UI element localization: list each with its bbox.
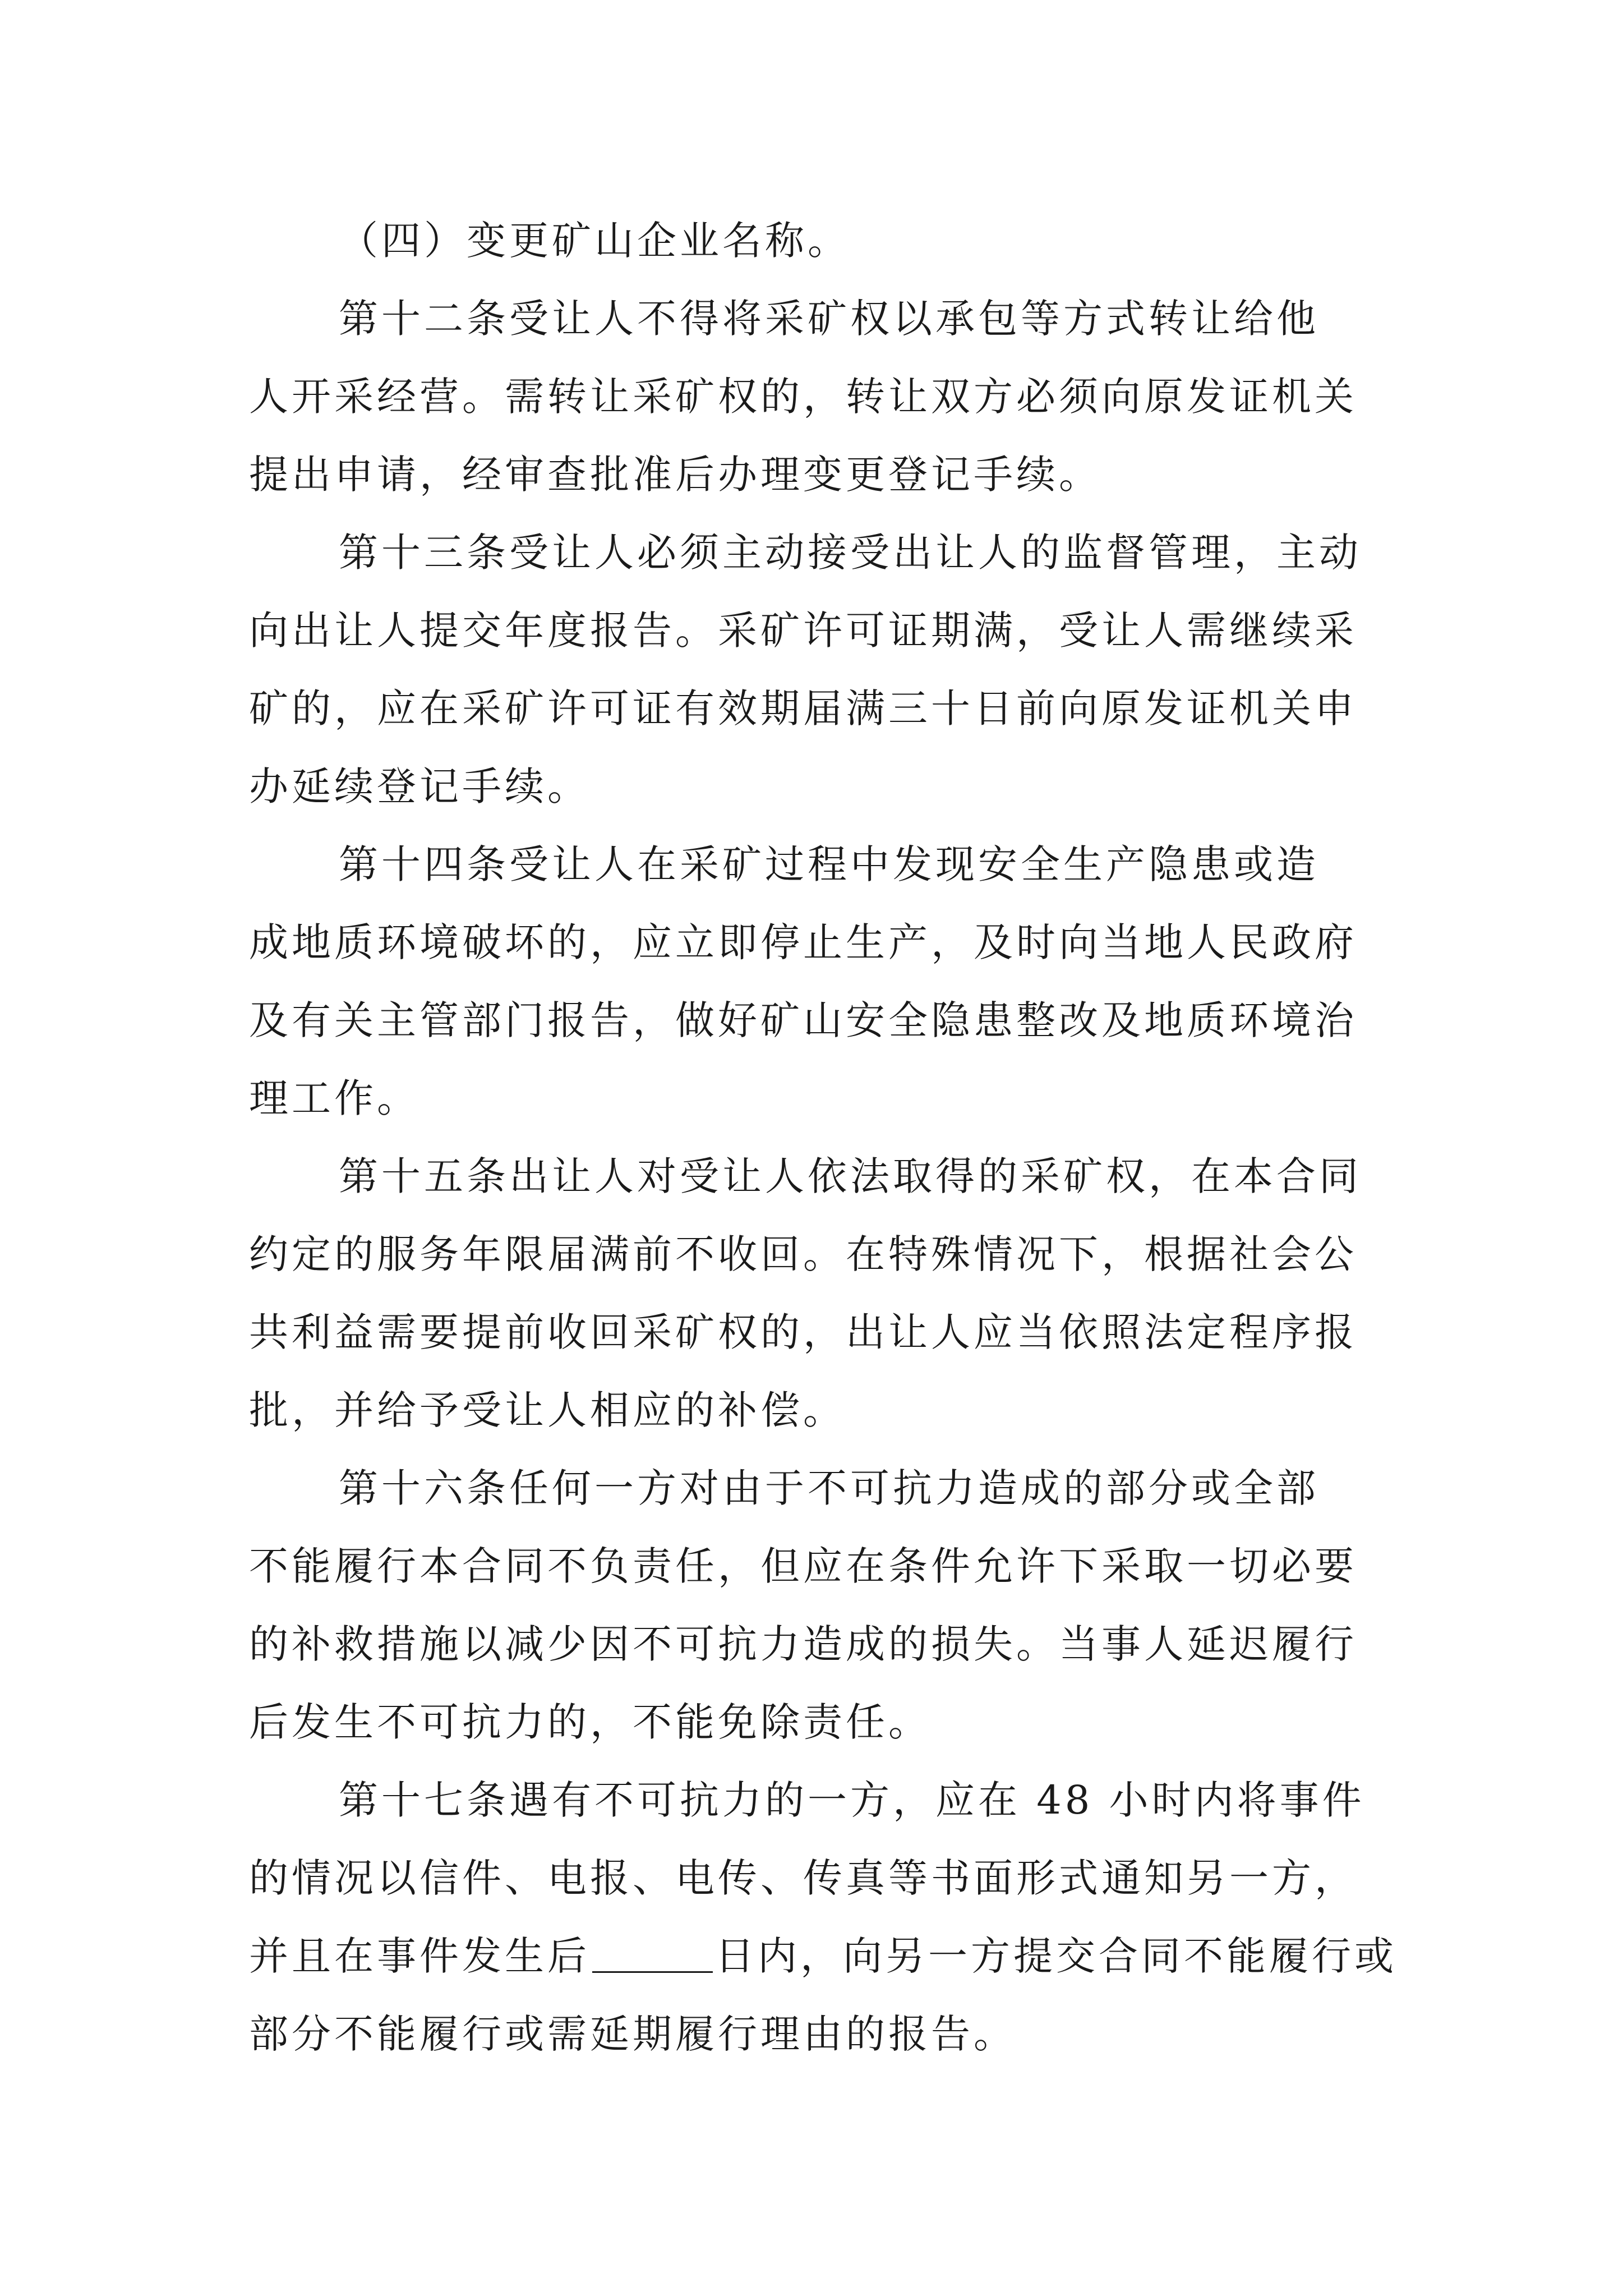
text-line: （四）变更矿山企业名称。 xyxy=(339,218,850,264)
text-line: 部分不能履行或需延期履行理由的报告。 xyxy=(249,2011,1016,2057)
fill-in-blank xyxy=(592,1938,713,1973)
text-line: 共利益需要提前收回采矿权的，出让人应当依照法定程序报 xyxy=(249,1309,1357,1355)
text-line: 及有关主管部门报告，做好矿山安全隐患整改及地质环境治 xyxy=(249,997,1357,1043)
text-after-blank: 日内，向另一方提交合同不能履行或 xyxy=(715,1933,1397,1979)
text-line: 第十三条受让人必须主动接受出让人的监督管理，主动 xyxy=(339,530,1362,576)
text-line: 第十六条任何一方对由于不可抗力造成的部分或全部 xyxy=(339,1465,1319,1511)
text-line: 理工作。 xyxy=(249,1075,419,1121)
article-16-paragraph xyxy=(249,1450,1376,1761)
text-line: 的补救措施以减少因不可抗力造成的损失。当事人延迟履行 xyxy=(249,1621,1357,1667)
text-line: 第十四条受让人在采矿过程中发现安全生产隐患或造 xyxy=(339,841,1319,887)
text-line: 第十二条受让人不得将采矿权以承包等方式转让给他 xyxy=(339,296,1319,342)
text-line: 的情况以信件、电报、电传、传真等书面形式通知另一方， xyxy=(249,1855,1357,1901)
text-before-blank: 并且在事件发生后 xyxy=(249,1933,590,1979)
text-line-with-blank xyxy=(249,1917,1397,1995)
document-body xyxy=(249,202,1397,2073)
text-line: 提出申请，经审查批准后办理变更登记手续。 xyxy=(249,452,1101,498)
article-17-paragraph xyxy=(249,1761,1397,2073)
article-12-paragraph xyxy=(249,280,1376,514)
text-line: 办延续登记手续。 xyxy=(249,763,590,809)
article-15-paragraph xyxy=(249,1138,1376,1450)
text-line: 约定的服务年限届满前不收回。在特殊情况下，根据社会公 xyxy=(249,1231,1357,1277)
text-line: 不能履行本合同不负责任，但应在条件允许下采取一切必要 xyxy=(249,1543,1357,1589)
text-line: 成地质环境破坏的，应立即停止生产，及时向当地人民政府 xyxy=(249,919,1357,965)
text-line: 第十五条出让人对受让人依法取得的采矿权，在本合同 xyxy=(339,1153,1362,1199)
clause-4-paragraph xyxy=(249,202,1376,280)
text-line: 后发生不可抗力的，不能免除责任。 xyxy=(249,1699,931,1745)
text-line: 向出让人提交年度报告。采矿许可证期满，受让人需继续采 xyxy=(249,608,1357,654)
article-14-paragraph xyxy=(249,826,1376,1138)
text-line: 第十七条遇有不可抗力的一方，应在 48 小时内将事件 xyxy=(339,1777,1365,1823)
text-line: 人开采经营。需转让采矿权的，转让双方必须向原发证机关 xyxy=(249,374,1357,420)
article-13-paragraph xyxy=(249,514,1376,826)
text-line: 矿的，应在采矿许可证有效期届满三十日前向原发证机关申 xyxy=(249,685,1357,731)
text-line: 批，并给予受让人相应的补偿。 xyxy=(249,1387,846,1433)
